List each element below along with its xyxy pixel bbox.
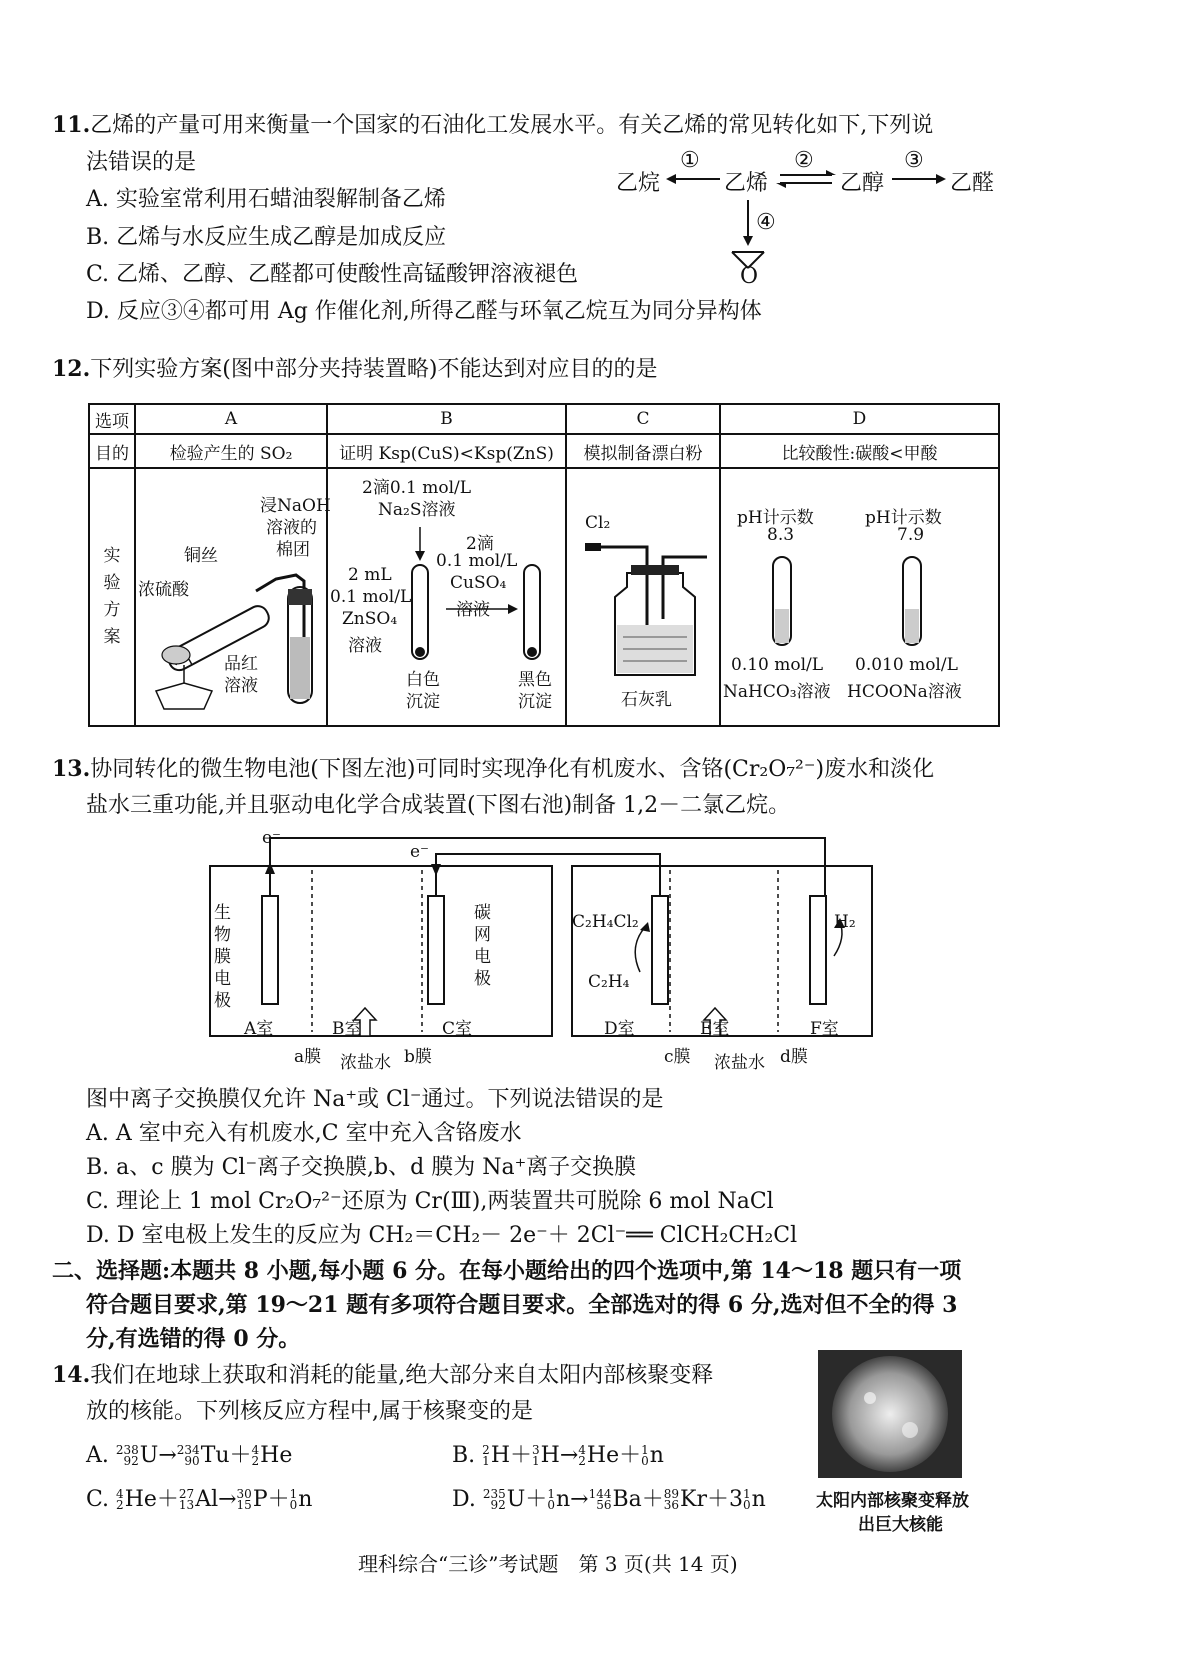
label-char: 碳 — [474, 903, 491, 923]
q11-stem-line1 — [52, 108, 933, 139]
label-naoh-cotton-3: 棉团 — [276, 540, 310, 560]
q14-stem-text: 我们在地球上获取和消耗的能量,绝大部分来自太阳内部核聚变释 — [90, 1363, 714, 1388]
membrane-b-label: b膜 — [404, 1047, 432, 1067]
scheme-cell-c — [566, 468, 720, 726]
label-white-ppt-1: 白色 — [406, 670, 440, 690]
membrane-a-label: a膜 — [294, 1047, 322, 1067]
brine-left-label: 浓盐水 — [340, 1053, 391, 1073]
label-hcoona-conc: 0.010 mol/L — [855, 655, 958, 675]
scheme-cell-b — [327, 468, 566, 726]
q13-option-c: C. 理论上 1 mol Cr₂O₇²⁻还原为 Cr(Ⅲ),两装置共可脱除 6 mol NaCl — [86, 1189, 774, 1214]
q11-stem-text: 乙烯的产量可用来衡量一个国家的石油化工发展水平。有关乙烯的常见转化如下,下列说 — [90, 113, 934, 138]
section2-line1: 二、选择题:本题共 8 小题,每小题 6 分。在每小题给出的四个选项中,第 14～18 题只有一项 — [52, 1258, 962, 1284]
option-label: D. — [452, 1487, 476, 1512]
question-number: 11. — [52, 112, 91, 138]
label-char: 极 — [214, 991, 231, 1011]
label-cuso4-4: 溶液 — [456, 600, 490, 620]
room-b-label: B室 — [332, 1019, 362, 1039]
question-number: 13. — [52, 756, 91, 782]
purpose-c: 模拟制备漂白粉 — [566, 434, 720, 468]
label-char: 网 — [474, 925, 491, 945]
purpose-b: 证明 Ksp(CuS)<Ksp(ZnS) — [327, 434, 566, 468]
row-label-option: 选项 — [89, 404, 135, 434]
label-char: 电 — [474, 947, 491, 967]
row-label-purpose: 目的 — [89, 434, 135, 468]
label-znso4-1: 2 mL — [348, 565, 392, 585]
scheme-acetaldehyde: 乙醛 — [950, 171, 995, 196]
q11-option-c: C. 乙烯、乙醇、乙醛都可使酸性高锰酸钾溶液褪色 — [86, 262, 579, 287]
page-footer: 理科综合“三诊”考试题 第 3 页(共 14 页) — [358, 1552, 738, 1576]
q14-option-b: B. 2 1 H＋ 3 1 H→ 4 2 He＋ 1 0 n — [452, 1443, 664, 1468]
scheme-cell-a — [135, 468, 331, 726]
label-nahco3-conc: 0.10 mol/L — [731, 655, 824, 675]
option-label: C. — [86, 1487, 110, 1512]
scheme-ethylene: 乙烯 — [724, 171, 769, 196]
question-number: 14. — [52, 1362, 91, 1388]
label-cuso4-1: 2滴 — [466, 534, 494, 554]
q11-stem-line2: 法错误的是 — [86, 150, 197, 175]
membrane-c-label: c膜 — [664, 1047, 691, 1067]
label-naoh-cotton-2: 溶液的 — [266, 518, 317, 538]
q12-stem — [52, 352, 657, 383]
carbon-electrode-label — [474, 902, 491, 990]
label-ph-value-2: 7.9 — [897, 525, 925, 545]
row-label-scheme — [89, 468, 135, 726]
row-label-char: 方 — [103, 600, 121, 620]
q13-cell-diagram — [200, 826, 880, 1066]
q14-option-d: D. 235 92 U＋ 1 0 n→ 144 56 Ba＋ 89 36 Kr＋3 1 0 n — [452, 1487, 766, 1512]
label-nahco3: NaHCO₃溶液 — [723, 682, 831, 702]
scheme-step2: ② — [794, 148, 814, 173]
q13-option-b: B. a、c 膜为 Cl⁻离子交换膜,b、d 膜为 Na⁺离子交换膜 — [86, 1155, 637, 1180]
label-na2s-2: Na₂S溶液 — [378, 500, 456, 520]
col-header-a: A — [135, 404, 327, 434]
room-f-label: F室 — [810, 1019, 839, 1039]
q13-option-a: A. A 室中充入有机废水,C 室中充入含铬废水 — [86, 1121, 522, 1146]
label-magenta-1: 品红 — [224, 654, 258, 674]
row-label-char: 验 — [103, 573, 121, 593]
label-copper-wire: 铜丝 — [184, 546, 218, 566]
q12-stem-text: 下列实验方案(图中部分夹持装置略)不能达到对应目的的是 — [90, 357, 658, 382]
label-ph-value-1: 8.3 — [767, 525, 795, 545]
label-conc-sulfuric-acid: 浓硫酸 — [138, 580, 189, 600]
label-na2s-1: 2滴0.1 mol/L — [362, 478, 472, 498]
q13-option-d: D. D 室电极上发生的反应为 CH₂＝CH₂－ 2e⁻＋ 2Cl⁻══ ClCH₂CH₂Cl — [86, 1223, 798, 1248]
h2-label: H₂ — [834, 912, 856, 932]
bio-electrode-label — [214, 902, 231, 1012]
label-znso4-3: ZnSO₄ — [342, 609, 398, 629]
scheme-step4: ④ — [756, 210, 776, 235]
label-hcoona: HCOONa溶液 — [847, 682, 962, 702]
q14-option-c: C. 4 2 He＋ 27 13 Al→ 30 15 P＋ 1 0 n — [86, 1487, 313, 1512]
scheme-ethane: 乙烷 — [616, 171, 661, 196]
purpose-a: 检验产生的 SO₂ — [135, 434, 327, 468]
purpose-d: 比较酸性:碳酸<甲酸 — [720, 434, 999, 468]
scheme-epoxide-oxygen: O — [740, 264, 759, 289]
room-c-label: C室 — [442, 1019, 473, 1039]
label-cl2: Cl₂ — [585, 513, 611, 533]
label-white-ppt-2: 沉淀 — [406, 692, 440, 712]
row-label-char: 实 — [103, 546, 121, 566]
label-ph-1: pH计示数 — [737, 508, 814, 528]
label-naoh-cotton-1: 浸NaOH — [260, 496, 331, 516]
q13-stem-text: 协同转化的微生物电池(下图左池)可同时实现净化有机废水、含铬(Cr₂O₇²⁻)废水和淡化 — [90, 757, 935, 782]
scheme-cell-d — [720, 468, 999, 726]
label-magenta-2: 溶液 — [224, 676, 258, 696]
label-lime-milk: 石灰乳 — [621, 690, 672, 710]
sun-caption-line1: 太阳内部核聚变释放 — [816, 1491, 969, 1511]
question-number: 12. — [52, 356, 91, 382]
e-label-left: e⁻ — [262, 828, 282, 848]
label-znso4-4: 溶液 — [348, 636, 382, 656]
col-header-d: D — [720, 404, 999, 434]
q13-stem-line1 — [52, 752, 934, 783]
row-label-char: 案 — [103, 627, 121, 647]
q11-option-a: A. 实验室常利用石蜡油裂解制备乙烯 — [86, 187, 446, 212]
scheme-ethanol: 乙醇 — [840, 171, 885, 196]
label-char: 生 — [214, 903, 231, 923]
label-black-ppt-2: 沉淀 — [518, 692, 552, 712]
section2-line2: 符合题目要求,第 19～21 题有多项符合题目要求。全部选对的得 6 分,选对但不全的得 3 — [86, 1292, 958, 1318]
label-cuso4-2: 0.1 mol/L — [436, 551, 518, 571]
label-cuso4-3: CuSO₄ — [450, 573, 507, 593]
q11-option-b: B. 乙烯与水反应生成乙醇是加成反应 — [86, 225, 447, 250]
col-header-c: C — [566, 404, 720, 434]
label-black-ppt-1: 黑色 — [518, 670, 552, 690]
room-e-label: E室 — [700, 1019, 730, 1039]
membrane-d-label: d膜 — [780, 1047, 808, 1067]
scheme-step1: ① — [680, 148, 700, 173]
q13-stem-line3: 图中离子交换膜仅允许 Na⁺或 Cl⁻通过。下列说法错误的是 — [86, 1087, 664, 1112]
q11-scheme-arrows — [600, 150, 1020, 290]
q12-experiment-table — [88, 403, 1000, 727]
label-ph-2: pH计示数 — [865, 508, 942, 528]
scheme-step3: ③ — [904, 148, 924, 173]
room-d-label: D室 — [604, 1019, 635, 1039]
sun-caption-line2: 出巨大核能 — [858, 1515, 943, 1535]
room-a-label: A室 — [244, 1019, 274, 1039]
label-char: 膜 — [214, 947, 231, 967]
label-char: 物 — [214, 925, 231, 945]
col-header-b: B — [327, 404, 566, 434]
label-char: 极 — [474, 969, 491, 989]
c2h4cl2-label: C₂H₄Cl₂ — [572, 912, 639, 932]
q13-stem-line2: 盐水三重功能,并且驱动电化学合成装置(下图右池)制备 1,2－二氯乙烷。 — [86, 793, 791, 818]
label-char: 电 — [214, 969, 231, 989]
q14-option-a: A. 238 92 U→ 234 90 Tu＋ 4 2 He — [86, 1443, 293, 1468]
brine-right-label: 浓盐水 — [714, 1053, 765, 1073]
c2h4-label: C₂H₄ — [588, 972, 630, 992]
sun-image — [818, 1350, 962, 1478]
q11-option-d: D. 反应③④都可用 Ag 作催化剂,所得乙醛与环氧乙烷互为同分异构体 — [86, 299, 762, 324]
q14-stem-line1 — [52, 1358, 713, 1389]
option-label: B. — [452, 1443, 476, 1468]
e-label-mid: e⁻ — [410, 842, 430, 862]
q14-stem-line2: 放的核能。下列核反应方程中,属于核聚变的是 — [86, 1399, 533, 1424]
label-znso4-2: 0.1 mol/L — [330, 587, 412, 607]
option-label: A. — [86, 1443, 109, 1468]
section2-line3: 分,有选错的得 0 分。 — [86, 1326, 301, 1352]
